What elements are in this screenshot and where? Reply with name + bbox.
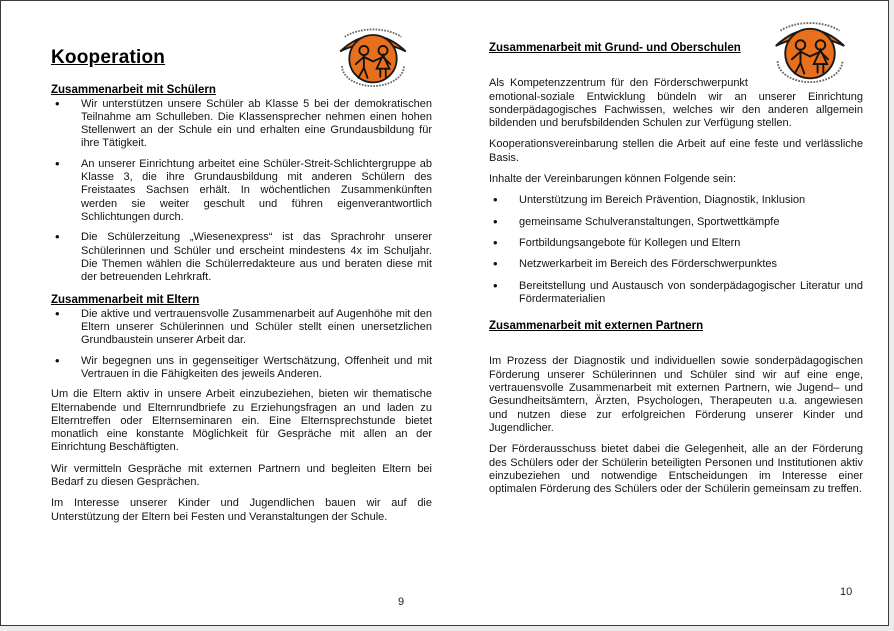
list-item: • Wir begegnen uns in gegenseitiger Wertschätzung, Offenheit und mit Vertrauen in die Fähigkeiten des jeweils Anderen. <box>51 355 432 382</box>
paragraph-text: Als Kompetenzzentrum für den Förderschwerpunkt emotional-soziale Entwicklung bündeln wir an unserer Einrichtung sonderpädagogisches Fachwissen, welches wir den anderen allgemein bildenden und berufsbildenden Schulen zur Verfügung stellen. <box>489 77 863 130</box>
page-right <box>489 29 863 504</box>
paragraph <box>489 77 863 130</box>
paragraph: Um die Eltern aktiv in unsere Arbeit einzubeziehen, bieten wir thematische Elternabende und Elternrundbriefe zu Erziehungsfragen an und laden zu Elterntreffen oder Elternseminaren ein. Eine Elternsprechstunde bietet monatlich eine konstante Möglichkeit für Gespräche mit allen an der Einrichtung Beschäftigten. <box>51 388 432 454</box>
paragraph: Kooperationsvereinbarung stellen die Arbeit auf eine feste und verlässliche Basis. <box>489 138 863 164</box>
page-title: Kooperation <box>51 47 166 68</box>
paragraph: Im Prozess der Diagnostik und individuellen sowie sonderpädagogischen Förderung unserer Schülerinnen und Schüler sind wir auf eine enge, vertrauensvolle Zusammenarbeit mit externen Partnern, wie Jugend– und Gesundheitsämtern, Ärzten, Psychologen, Therapeuten u.a. angewiesen und nutzen diese zur erfolgreichen Förderung unserer Kinder und Jugendlicher. <box>489 355 863 434</box>
bullet-list-vereinbarungen <box>489 194 863 306</box>
paragraph: Inhalte der Vereinbarungen können Folgende sein: <box>489 173 737 186</box>
list-item: • Die aktive und vertrauensvolle Zusammenarbeit auf Augenhöhe mit den Eltern unserer Schülerinnen und Schüler stellt einen unersetzlichen Grundbaustein unserer Arbeit dar. <box>51 308 432 348</box>
list-item: • An unserer Einrichtung arbeitet eine Schüler-Streit-Schlichtergruppe ab Klasse 3, die ihre Grundausbildung mit anderen Schülern des Freistaates Sachsen erhält. In wöchentlichen Zusammenkünften werden sie weiter geschult und führen eigenverantwortlich Schlichtungen durch. <box>51 158 432 224</box>
list-item: • Die Schülerzeitung „Wiesenexpress“ ist das Sprachrohr unserer Schülerinnen und Schüler und erscheint mindestens 4x im Schuljahr. Die Themen wählen die Schülerredakteure aus und beraten diese mit der betreuenden Lehrkraft. <box>51 231 432 284</box>
page-left <box>51 41 432 532</box>
section-heading-eltern: Zusammenarbeit mit Eltern <box>51 294 200 307</box>
page-number-right: 10 <box>840 586 853 598</box>
page-number-left: 9 <box>398 596 405 608</box>
paragraph: Im Interesse unserer Kinder und Jugendlichen bauen wir auf die Unterstützung der Eltern bei Festen und Veranstaltungen der Schule. <box>51 497 432 523</box>
list-item: • Fortbildungsangebote für Kollegen und Eltern <box>489 237 863 250</box>
bullet-list-schueler <box>51 98 432 285</box>
list-item: • Unterstützung im Bereich Prävention, Diagnostik, Inklusion <box>489 194 863 207</box>
eltern-paragraphs <box>51 388 432 524</box>
partner-paragraphs <box>489 355 863 496</box>
list-item: • Netzwerkarbeit im Bereich des Förderschwerpunktes <box>489 258 863 271</box>
logo-wrap-spacer <box>748 77 863 89</box>
list-item: • Bereitstellung und Austausch von sonderpädagogischer Literatur und Fördermaterialien <box>489 280 863 307</box>
schulen-paragraphs <box>489 77 863 186</box>
list-item: • gemeinsame Schulveranstaltungen, Sportwettkämpfe <box>489 216 863 229</box>
paragraph: Wir vermitteln Gespräche mit externen Partnern und begleiten Eltern bei Bedarf zu diesen Gesprächen. <box>51 462 432 489</box>
bullet-list-eltern <box>51 308 432 381</box>
paragraph: Der Förderausschuss bietet dabei die Gelegenheit, alle an der Förderung des Schülers oder der Schülerin beteiligten Personen und Institutionen aktiv einzubeziehen und notwendige Entscheidungen im Interesse einer optimalen Förderung des Schülers oder der Schülerin gemeinsam zu treffen. <box>489 443 863 496</box>
section-heading-schulen: Zusammenarbeit mit Grund- und Oberschulen <box>489 42 741 54</box>
list-item: • Wir unterstützen unsere Schüler ab Klasse 5 bei der demokratischen Teilnahme am Schulleben. Die Klassensprecher nehmen einen hohen Stellenwert an der Schule ein und erhalten eine Grundausbildung für ihre Tätigkeit. <box>51 98 432 151</box>
section-heading-schueler: Zusammenarbeit mit Schülern <box>51 84 216 97</box>
section-heading-partner: Zusammenarbeit mit externen Partnern <box>489 320 704 333</box>
